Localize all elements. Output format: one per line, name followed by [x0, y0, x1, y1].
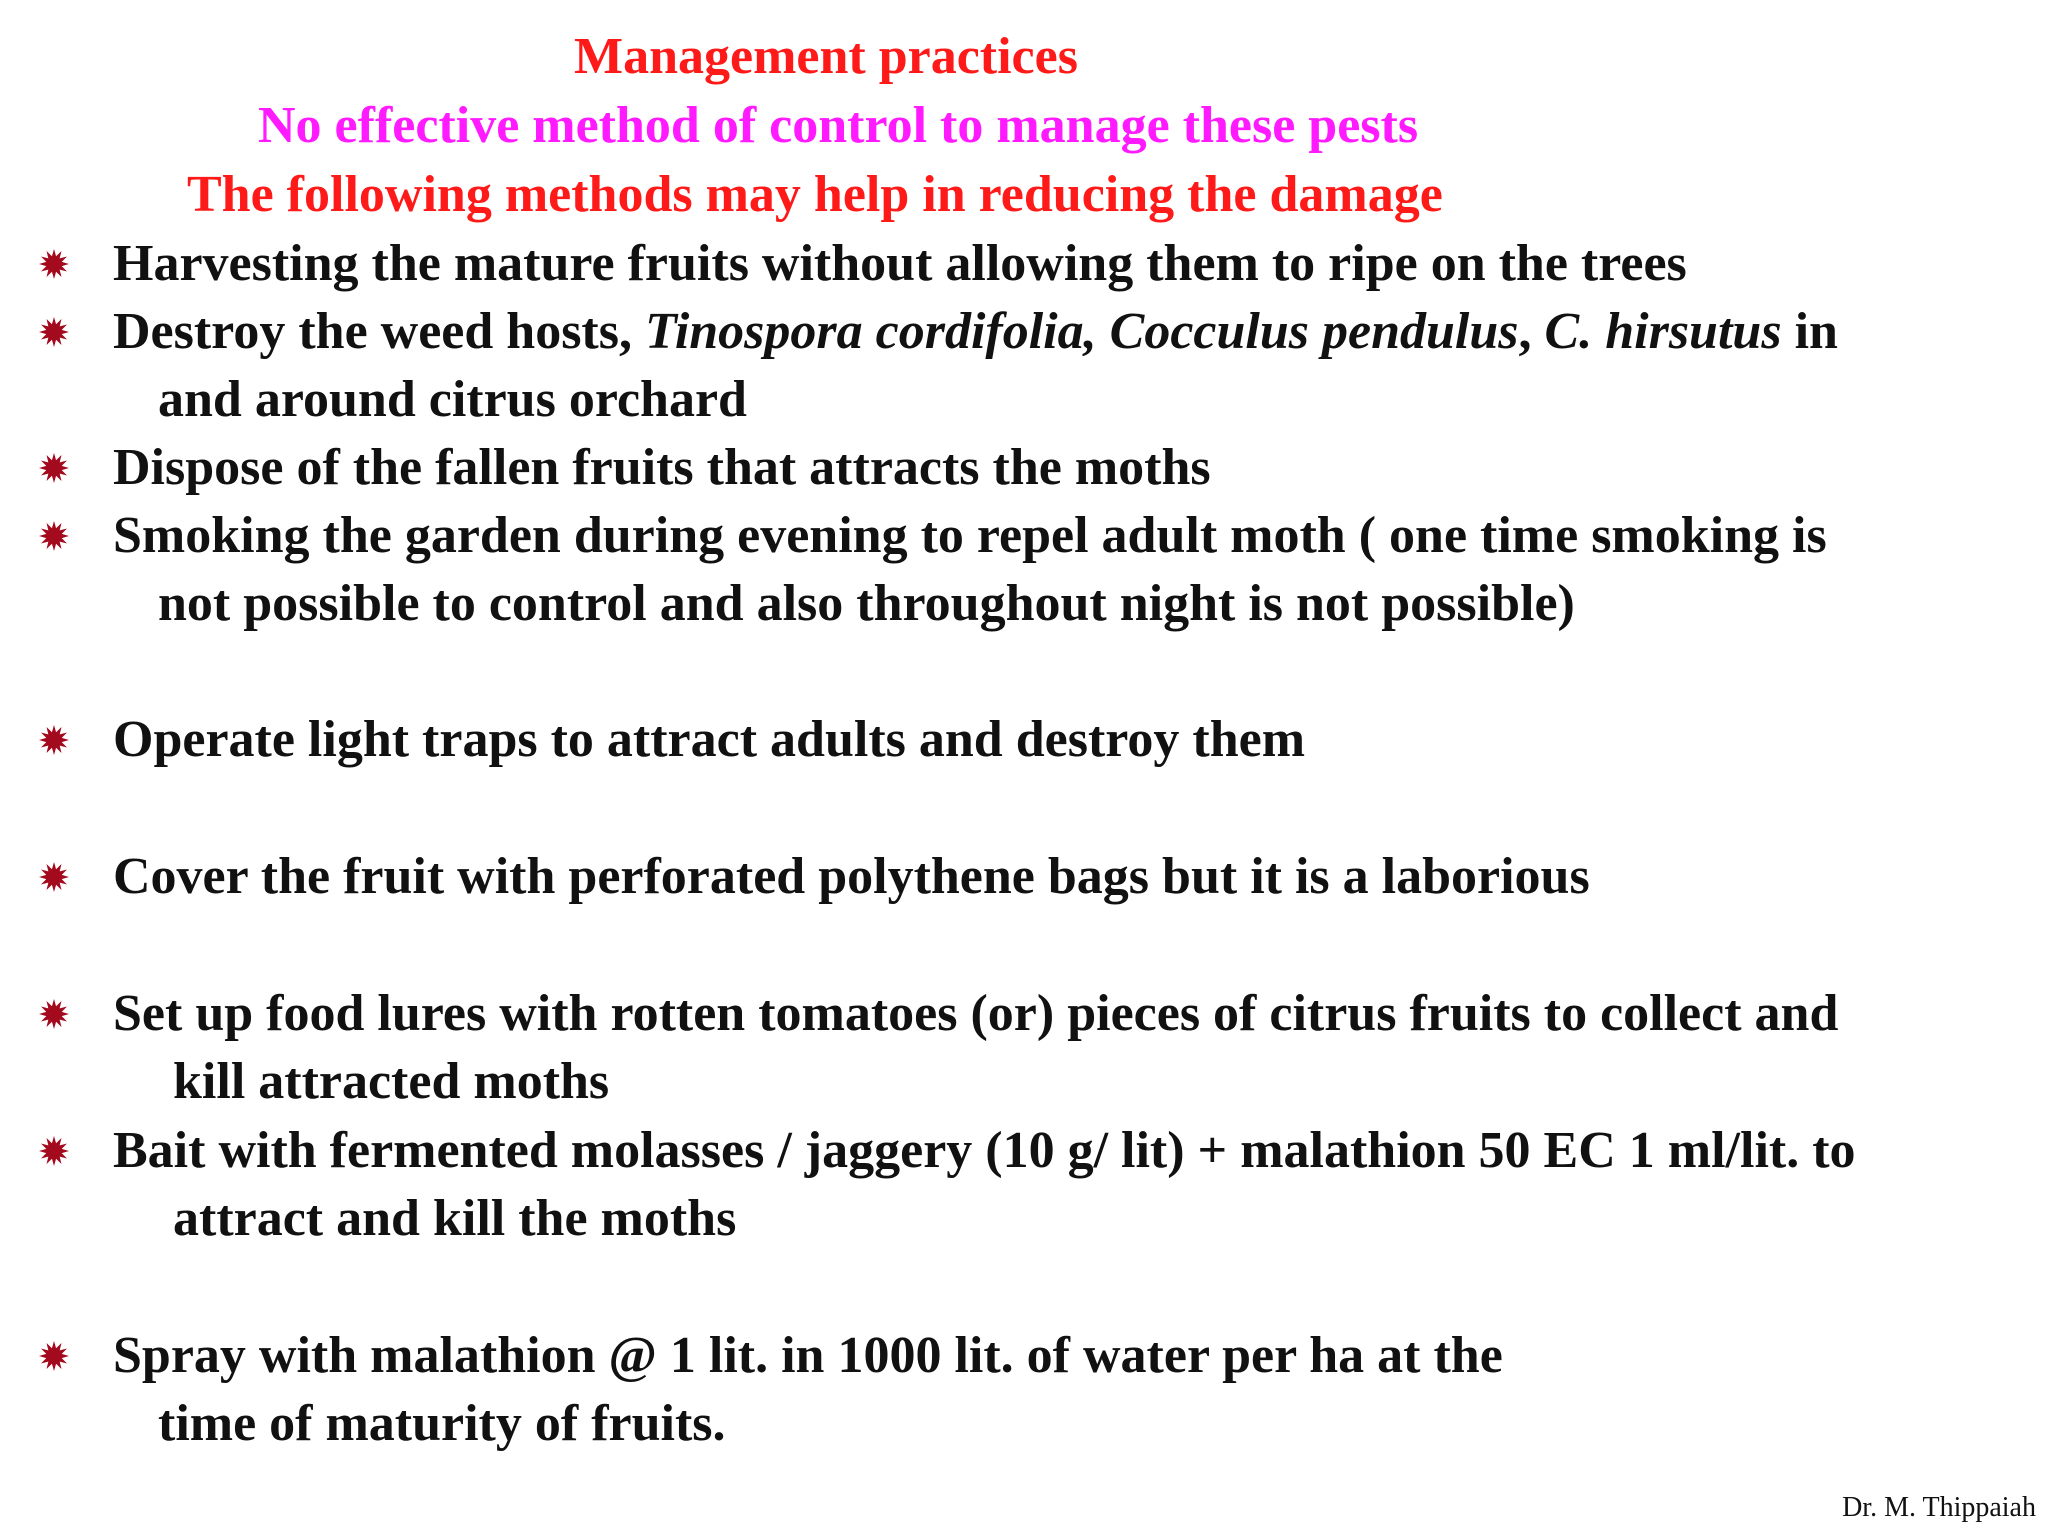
list-item	[38, 298, 2028, 434]
list-item	[38, 706, 2028, 774]
species-names: Tinospora cordifolia, Cocculus pendulus	[644, 303, 1519, 360]
item-text: Spray with malathion @ 1 lit. in 1000 lit. of water per ha at the	[113, 1327, 1503, 1384]
list-item	[38, 980, 2028, 1116]
item-text-segment: ,	[1518, 303, 1545, 360]
item-text-continued: and around citrus orchard	[158, 371, 747, 428]
slide-intro: The following methods may help in reducing the damage	[187, 166, 1443, 223]
item-text-continued: time of maturity of fruits.	[158, 1395, 726, 1452]
item-text-continued: attract and kill the moths	[173, 1190, 737, 1247]
list-item	[38, 1117, 2028, 1253]
list-item	[38, 434, 2028, 502]
item-text: Harvesting the mature fruits without allowing them to ripe on the trees	[113, 235, 1687, 292]
slide-title: Management practices	[574, 28, 1078, 85]
list-item	[38, 230, 2028, 298]
list-item	[38, 843, 2028, 911]
item-text: Smoking the garden during evening to repel adult moth ( one time smoking is	[113, 507, 1827, 564]
author-credit: Dr. M. Thippaiah	[1842, 1492, 2036, 1523]
item-text: Dispose of the fallen fruits that attracts the moths	[113, 439, 1211, 496]
item-text-continued: kill attracted moths	[173, 1053, 610, 1110]
item-text: Bait with fermented molasses / jaggery (10 g/ lit) + malathion 50 EC 1 ml/lit. to	[113, 1122, 1856, 1179]
list-item	[38, 1322, 2028, 1458]
item-text	[38, 298, 2028, 366]
list-item	[38, 502, 2028, 638]
item-text-segment: in	[1781, 303, 1838, 360]
item-text: Set up food lures with rotten tomatoes (or) pieces of citrus fruits to collect and	[113, 985, 1839, 1042]
item-text-continued: not possible to control and also throughout night is not possible)	[158, 575, 1575, 632]
item-text-segment: Destroy the weed hosts,	[113, 303, 645, 360]
slide-subtitle: No effective method of control to manage these pests	[258, 97, 1419, 154]
species-name: C. hirsutus	[1544, 303, 1782, 360]
item-text: Operate light traps to attract adults and destroy them	[113, 711, 1306, 768]
item-text: Cover the fruit with perforated polythene bags but it is a laborious	[113, 848, 1590, 905]
